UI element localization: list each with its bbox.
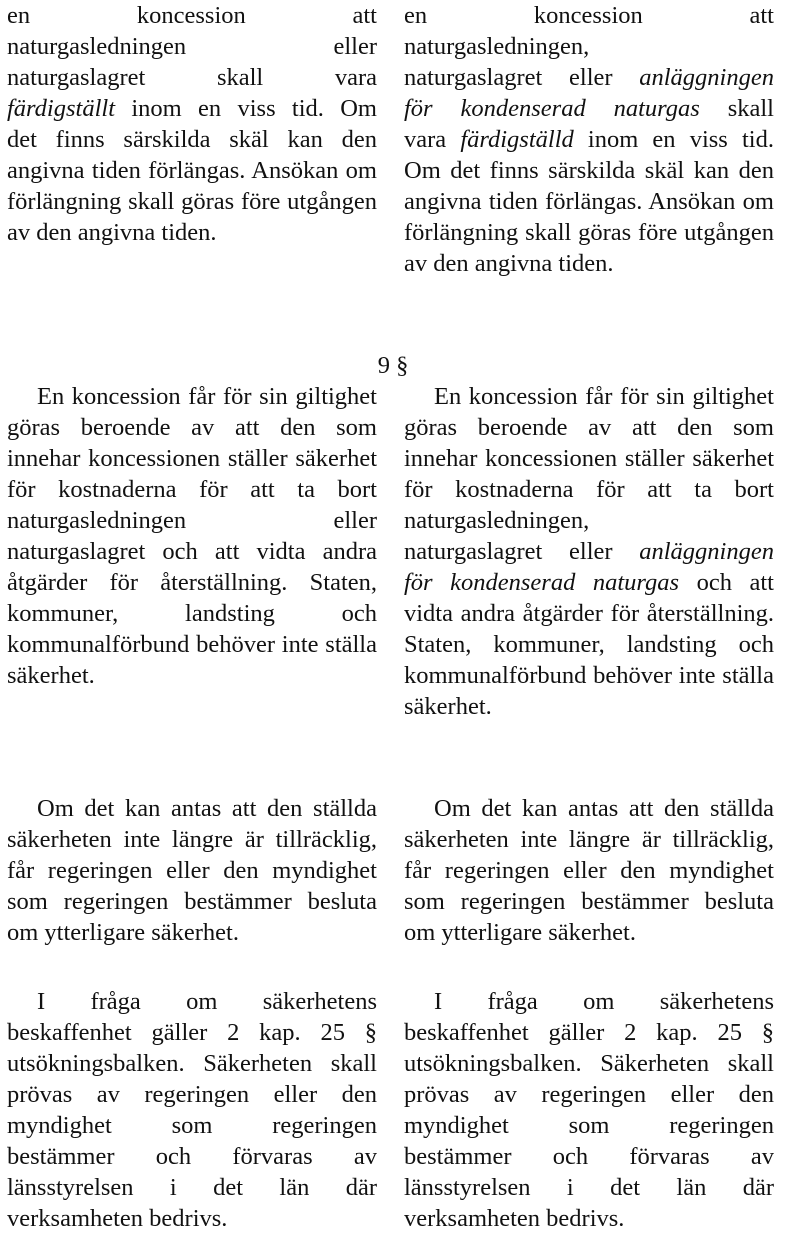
italic-text: anläggningen	[639, 64, 774, 91]
text-span: naturgaslagret eller	[404, 64, 640, 91]
text-block	[404, 567, 774, 722]
paragraph-3-right: I fråga om säkerhetens beskaffenhet gäller 2 kap. 25 § utsökningsbalken. Säkerheten skall prövas av regeringen eller den myndighet som regeringen bestämmer och förvaras av länsstyrelsen i det län där verksamheten bedrivs.	[404, 988, 774, 1232]
text-block: det finns särskilda skäl kan den angivna tiden förlängas. Ansökan om förlängning skall göras före utgången av den angivna tiden.	[7, 126, 377, 246]
text-line: naturgasledningen,	[404, 33, 590, 60]
text-line: naturgaslagret skall vara	[7, 64, 377, 91]
italic-text: för kondenserad naturgas	[404, 569, 680, 596]
italic-text: för kondenserad naturgas	[404, 95, 700, 122]
text-line	[7, 93, 377, 124]
text-span: inom en viss tid. Om	[115, 95, 377, 122]
text-span: naturgaslagret eller	[404, 538, 640, 565]
text-span: inom en viss tid.	[573, 126, 774, 153]
italic-text: färdigställd	[460, 126, 574, 153]
text-line: naturgasledningen,	[404, 507, 590, 534]
paragraph-3-left: I fråga om säkerhetens beskaffenhet gäller 2 kap. 25 § utsökningsbalken. Säkerheten skall prövas av regeringen eller den myndighet som regeringen bestämmer och förvaras av länsstyrelsen i det län där verksamheten bedrivs.	[7, 988, 377, 1232]
text-line	[404, 124, 774, 155]
text-line	[404, 536, 774, 567]
text-span: skall	[699, 95, 774, 122]
text-block: En koncession får för sin giltighet göras beroende av att den som innehar koncessionen ställer säkerhet för kostnaderna för att ta bort	[404, 383, 774, 503]
text-line	[404, 62, 774, 93]
italic-text: färdigställt	[7, 95, 116, 122]
top-paragraph-right	[404, 0, 774, 279]
text-line	[404, 93, 774, 124]
italic-text: anläggningen	[639, 538, 774, 565]
paragraph-2-left: Om det kan antas att den ställda säkerheten inte längre är tillräcklig, får regeringen eller den myndighet som regeringen bestämmer besluta om ytterligare säkerhet.	[7, 795, 377, 946]
top-paragraph-left	[7, 0, 377, 248]
text-line: naturgasledningen eller	[7, 33, 377, 60]
paragraph-1-right	[404, 381, 774, 722]
section-number: 9 §	[377, 352, 409, 379]
paragraph-1-left: En koncession får för sin giltighet göras beroende av att den som innehar koncessionen ställer säkerhet för kostnaderna för att ta bort naturgasledningen eller naturgaslagret och att vidta andra åtgärder för återställning. Staten, kommuner, landsting och kommunalförbund behöver inte ställa säkerhet.	[7, 383, 377, 689]
paragraph-2-right: Om det kan antas att den ställda säkerheten inte längre är tillräcklig, får regeringen eller den myndighet som regeringen bestämmer besluta om ytterligare säkerhet.	[404, 795, 774, 946]
text-block: Om det finns särskilda skäl kan den angivna tiden förlängas. Ansökan om förlängning skall göras före utgången av den angivna tiden.	[404, 157, 774, 277]
text-line: en koncession att	[404, 2, 774, 29]
text-span: vara	[404, 126, 461, 153]
text-span: och att vidta andra åtgärder för återställning. Staten, kommuner, landsting och kommunalförbund behöver inte ställa säkerhet.	[404, 569, 774, 720]
text-line: en koncession att	[7, 2, 377, 29]
